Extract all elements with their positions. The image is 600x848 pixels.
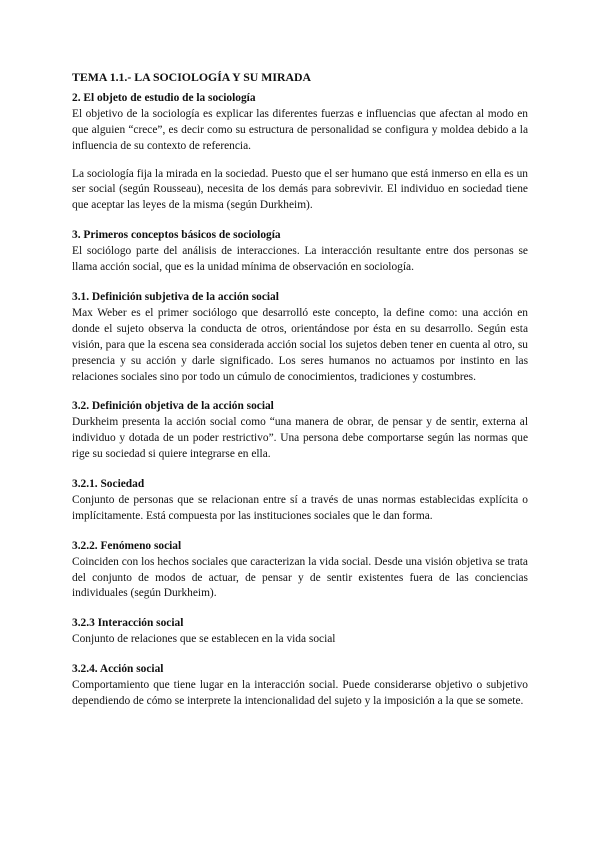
paragraph-fenomeno: Coinciden con los hechos sociales que caracterizan la vida social. Desde una visión objetiva se trata del conjunto de modos de actuar, de pensar y de sentir existentes fuera de las conciencias individuales (según Durkheim). bbox=[72, 555, 528, 600]
paragraph-sociedad: Conjunto de personas que se relacionan entre sí a través de unas normas establecidas explícita o implícitamente. Está compuesta por las instituciones sociales que le dan forma. bbox=[72, 493, 528, 522]
section-heading-accion: 3.2.4. Acción social bbox=[72, 663, 164, 676]
section-heading-fenomeno: 3.2.2. Fenómeno social bbox=[72, 539, 182, 552]
section-heading-interaccion: 3.2.3 Interacción social bbox=[72, 617, 184, 630]
paragraph-objeto-1: El objetivo de la sociología es explicar las diferentes fuerzas e influencias que afectan al modo en que alguien “crece”, es decir como su estructura de personalidad se configura y moldea debido a la influencia de su contexto de referencia. bbox=[72, 107, 528, 152]
section-heading-objetiva: 3.2. Definición objetiva de la acción social bbox=[72, 400, 274, 413]
section-heading-subjetiva: 3.1. Definición subjetiva de la acción social bbox=[72, 290, 279, 303]
section-heading-objeto: 2. El objeto de estudio de la sociología bbox=[72, 91, 256, 104]
document-page bbox=[72, 70, 528, 710]
paragraph-objeto-2: La sociología fija la mirada en la sociedad. Puesto que el ser humano que está inmerso en ella es un ser social (según Rousseau), necesita de los demás para sobrevivir. El individuo en sociedad tiene que aceptar las leyes de la misma (según Durkheim). bbox=[72, 167, 528, 212]
document-title: TEMA 1.1.- LA SOCIOLOGÍA Y SU MIRADA bbox=[72, 70, 312, 84]
paragraph-subjetiva: Max Weber es el primer sociólogo que desarrolló este concepto, la define como: una acción en donde el sujeto observa la conducta de otros, orientándose por ésta en su desarrollo. Según esta visión, para que la escena sea considerada acción social los sujetos deben tener en cuenta al otro, su presencia y su acción y darle significado. Los seres humanos no actuamos por instinto en las relaciones sociales sino por todo un cúmulo de conocimientos, tradiciones y costumbres. bbox=[72, 306, 528, 383]
paragraph-accion: Comportamiento que tiene lugar en la interacción social. Puede considerarse objetivo o subjetivo dependiendo de cómo se interprete la intencionalidad del sujeto y la imposición a la que se somete. bbox=[72, 679, 528, 707]
section-heading-conceptos: 3. Primeros conceptos básicos de sociología bbox=[72, 229, 281, 242]
paragraph-conceptos: El sociólogo parte del análisis de interacciones. La interacción resultante entre dos personas se llama acción social, que es la unidad mínima de observación en sociología. bbox=[72, 245, 528, 274]
section-heading-sociedad: 3.2.1. Sociedad bbox=[72, 478, 145, 491]
paragraph-interaccion: Conjunto de relaciones que se establecen en la vida social bbox=[72, 633, 336, 646]
paragraph-objetiva: Durkheim presenta la acción social como “una manera de obrar, de pensar y de sentir, externa al individuo y dotada de un poder restrictivo”. Una persona debe comportarse según las normas que rige su sociedad si quiere integrarse en ella. bbox=[72, 416, 528, 461]
